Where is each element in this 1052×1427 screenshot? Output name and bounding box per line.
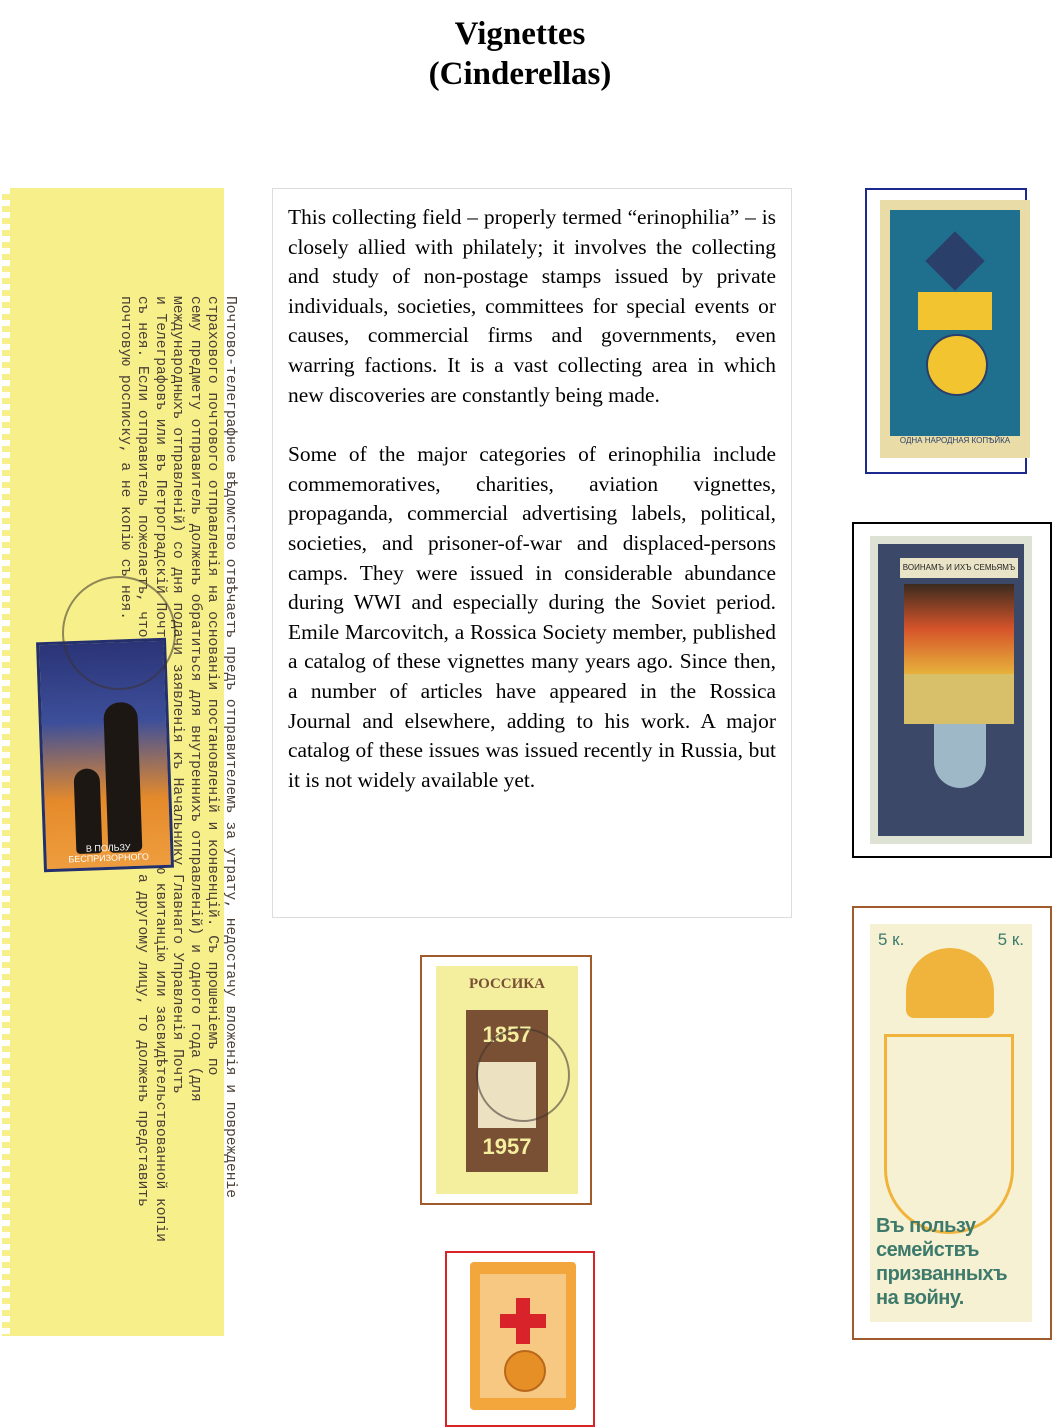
red-cross-stamp	[470, 1262, 576, 1410]
stamp-body	[890, 210, 1020, 436]
star-emblem	[925, 231, 984, 290]
stamp-title: РОССИКА	[469, 976, 545, 992]
kopeck-medallion	[926, 334, 988, 396]
document-line: международныхъ отправленій) со дня подачи заявленія къ Начальнику Главнаго Управленія Почтъ	[169, 296, 186, 1093]
soldiers-families-stamp	[870, 536, 1032, 844]
stamp-banner: ВОИНАМЪ И ИХЪ СЕМЬЯМЪ	[900, 558, 1018, 578]
bow-arrow-shield	[884, 1034, 1014, 1234]
stamp-body	[878, 544, 1024, 836]
child-silhouette	[73, 768, 102, 854]
stamp-values	[878, 930, 1024, 950]
perforation-edge	[2, 188, 10, 1336]
postmark-cancel	[476, 1028, 570, 1122]
description-panel	[272, 188, 792, 918]
document-line: сему предмету отправитель долженъ обратиться для внутреннихъ отправленій) и одного года (для	[187, 296, 203, 1102]
crown-arms-stamp	[870, 924, 1032, 1322]
eagle-shield	[934, 724, 986, 788]
burning-sky	[904, 584, 1014, 674]
rossica-centenary-stamp	[436, 966, 578, 1194]
postal-document-strip	[2, 188, 238, 1336]
red-cross-bar	[500, 1314, 546, 1328]
postmark-cancel	[62, 576, 176, 690]
year-1957: 1957	[482, 1134, 532, 1159]
paragraph-intro: This collecting field – properly termed “erinophilia” – is closely allied with philately; it involves the collecting and study of non-postage stamps issued by private individuals, societies, committees for special events or causes, commercial firms and governments, even warring factions. It is a vast collecting area in which new discoveries are constantly being made.	[288, 205, 776, 407]
stamp-inscription: Въ пользу семействъ призванныхъ на войну.	[876, 1215, 1008, 1309]
paragraph-categories: Some of the major categories of erinophilia include commemoratives, charities, aviation vignettes, propaganda, commercial advertising labels, political, societies, and prisoner-of-war and displaced-persons camps. They were issued in considerable abundance during WWI and especially during the Soviet period. Emile Marcovitch, a Rossica Society member, published a catalog of these vignettes many years ago. Since then, a number of articles have appeared in the Rossica Journal and elsewhere, adding to his work. A major catalog of these issues was issued recently in Russia, but it is not widely available yet.	[288, 442, 776, 792]
document-line: страхового почтового отправленія на основаніи постановленій и конвенцій. Съ прошеніемъ по	[204, 296, 221, 1076]
value-left: 5 к.	[878, 930, 905, 949]
year-1857: 1857	[482, 1022, 532, 1047]
wheat-field	[904, 674, 1014, 724]
value-right: 5 к.	[997, 930, 1024, 949]
crown-emblem	[906, 948, 994, 1018]
document-line: почтовую росписку, а не копію съ нея.	[117, 296, 133, 621]
document-heading: Почтово-телеграфное вѣдомство отвѣчаетъ предъ отправителемъ за утрату, недостачу вложенія и поврежденіе	[222, 296, 238, 1199]
value-oval	[504, 1350, 546, 1392]
title-line-2: (Cinderellas)	[428, 56, 612, 92]
page-title	[0, 14, 1040, 94]
text-panel	[918, 292, 992, 330]
stamp-caption: В ПОЛЬЗУ БЕСПРИЗОРНОГО	[68, 842, 150, 865]
soldier-silhouette	[103, 702, 142, 853]
peoples-kopeck-stamp	[880, 200, 1030, 458]
stamp-bottom-label: ОДНА НАРОДНАЯ КОПѢЙКА	[899, 436, 1011, 445]
title-line-1: Vignettes	[454, 16, 586, 52]
